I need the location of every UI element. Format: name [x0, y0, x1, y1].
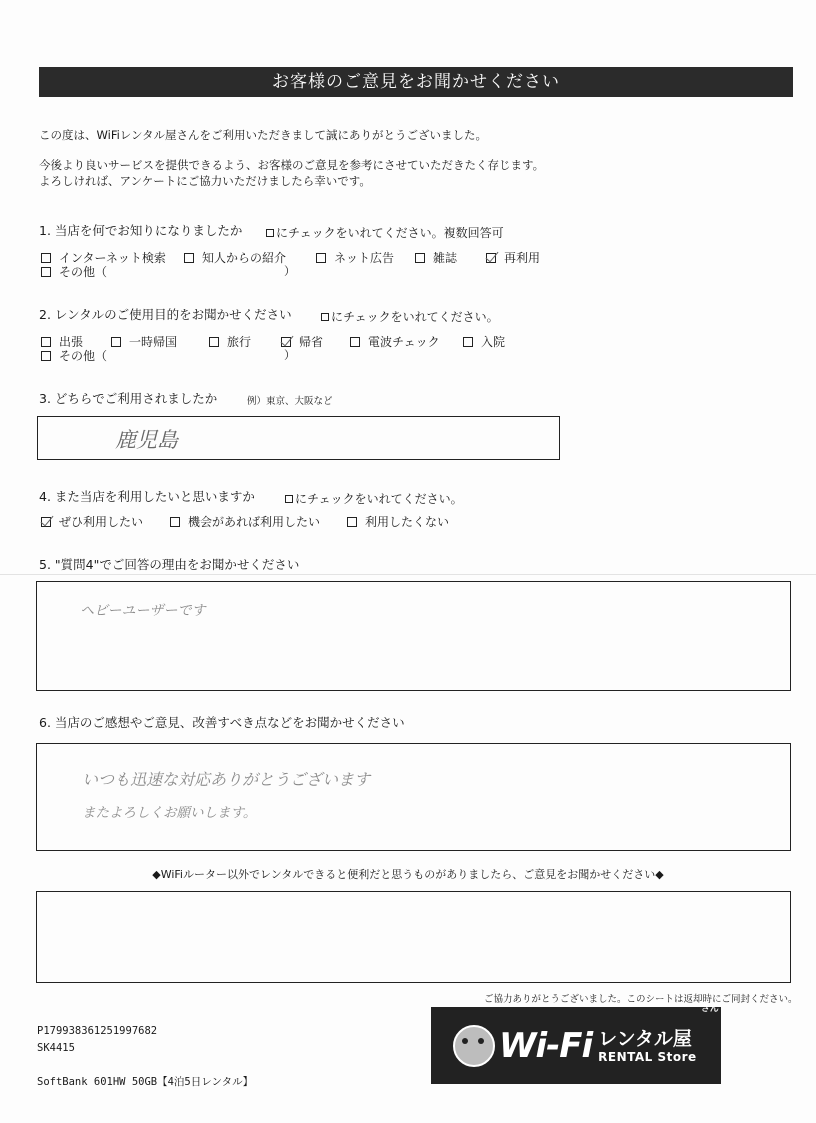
q2-option-hospitalization[interactable]: 入院: [463, 333, 505, 350]
question-4-note: にチェックをいれてください。: [285, 490, 463, 507]
checkbox-checked[interactable]: [281, 337, 291, 347]
checkbox-checked[interactable]: [41, 517, 51, 527]
checkbox[interactable]: [463, 337, 473, 347]
question-7-label: ◆WiFiルーター以外でレンタルできると便利だと思うものがありましたら、ご意見をお聞かせください◆: [152, 868, 664, 881]
question-4-label: 4. また当店を利用したいと思いますか: [39, 489, 255, 504]
question-6-label: 6. 当店のご感想やご意見、改善すべき点などをお聞かせください: [39, 715, 405, 730]
footer-product: SoftBank 601HW 50GB【4泊5日レンタル】: [37, 1076, 254, 1088]
footer-code-1: P179938361251997682: [37, 1025, 158, 1037]
checkbox[interactable]: [415, 253, 425, 263]
question-1-label: 1. 当店を何でお知りになりましたか: [39, 223, 243, 238]
question-2-note: にチェックをいれてください。: [321, 308, 499, 325]
checkbox-checked[interactable]: [486, 253, 496, 263]
logo-wifi-text: Wi-Fi: [499, 1025, 593, 1066]
q1-option-reuse[interactable]: 再利用: [486, 249, 540, 266]
checkbox[interactable]: [209, 337, 219, 347]
q4-option-no[interactable]: 利用したくない: [347, 513, 449, 530]
logo-san-text: さん: [700, 1004, 719, 1014]
checkbox[interactable]: [347, 517, 357, 527]
q4-option-definitely[interactable]: ぜひ利用したい: [41, 513, 143, 530]
checkbox[interactable]: [41, 337, 51, 347]
q1-option-magazine[interactable]: 雑誌: [415, 249, 457, 266]
question-2-label: 2. レンタルのご使用目的をお聞かせください: [39, 307, 292, 322]
question-5-label: 5. "質問4"でご回答の理由をお聞かせください: [39, 557, 300, 572]
question-1-note: にチェックをいれてください。複数回答可: [266, 224, 504, 241]
q4-option-if-opportunity[interactable]: 機会があれば利用したい: [170, 513, 320, 530]
q6-answer-box[interactable]: [36, 743, 791, 851]
q1-option-internet-search[interactable]: インターネット検索: [41, 249, 166, 266]
q2-option-other[interactable]: その他（: [41, 347, 107, 364]
q1-option-net-ad[interactable]: ネット広告: [316, 249, 394, 266]
intro-line-3: よろしければ、アンケートにご協力いただけましたら幸いです。: [39, 174, 371, 188]
q2-option-temporary-return[interactable]: 一時帰国: [111, 333, 177, 350]
checkbox-icon: [321, 313, 329, 321]
q5-answer-box[interactable]: [36, 581, 791, 691]
logo-en-text: RENTAL Store: [598, 1049, 697, 1064]
q1-other-close: ）: [284, 264, 296, 278]
paper-fold-line: [0, 574, 816, 575]
q1-option-other[interactable]: その他（: [41, 263, 107, 280]
q2-option-travel[interactable]: 旅行: [209, 333, 251, 350]
checkbox[interactable]: [41, 351, 51, 361]
q2-other-close: ）: [284, 348, 296, 362]
q6-handwritten-answer-line-2: またよろしくお願いします。: [82, 805, 257, 821]
intro-line-2: 今後より良いサービスを提供できるよう、お客様のご意見を参考にさせていただきたく存じます。: [39, 158, 545, 172]
footer-thanks: ご協力ありがとうございました。このシートは返却時にご同封ください。: [484, 994, 798, 1005]
checkbox[interactable]: [350, 337, 360, 347]
q6-handwritten-answer-line-1: いつも迅速な対応ありがとうございます: [82, 770, 371, 789]
page-title: お客様のご意見をお聞かせください: [39, 67, 793, 97]
q1-option-referral[interactable]: 知人からの紹介: [184, 249, 286, 266]
store-logo: [431, 1004, 721, 1084]
q7-answer-box[interactable]: [36, 891, 791, 983]
q5-handwritten-answer: ヘビーユーザーです: [80, 603, 206, 619]
checkbox[interactable]: [111, 337, 121, 347]
checkbox-icon: [285, 495, 293, 503]
q2-option-business-trip[interactable]: 出張: [41, 333, 83, 350]
checkbox[interactable]: [170, 517, 180, 527]
q3-handwritten-answer: 鹿児島: [115, 428, 178, 452]
mascot-icon: [453, 1025, 495, 1067]
checkbox[interactable]: [184, 253, 194, 263]
q2-option-signal-check[interactable]: 電波チェック: [350, 333, 440, 350]
logo-text-group: [598, 1028, 697, 1064]
question-3-example: 例）東京、大阪など: [247, 396, 333, 407]
q2-option-homecoming[interactable]: 帰省: [281, 333, 323, 350]
checkbox[interactable]: [41, 267, 51, 277]
intro-line-1: この度は、WiFiレンタル屋さんをご利用いただきまして誠にありがとうございました。: [39, 128, 488, 142]
logo-jp-text: レンタル屋: [598, 1027, 692, 1050]
checkbox[interactable]: [316, 253, 326, 263]
question-3-label: 3. どちらでご利用されましたか: [39, 391, 218, 406]
checkbox-icon: [266, 229, 274, 237]
checkbox[interactable]: [41, 253, 51, 263]
footer-code-2: SK4415: [37, 1042, 75, 1054]
